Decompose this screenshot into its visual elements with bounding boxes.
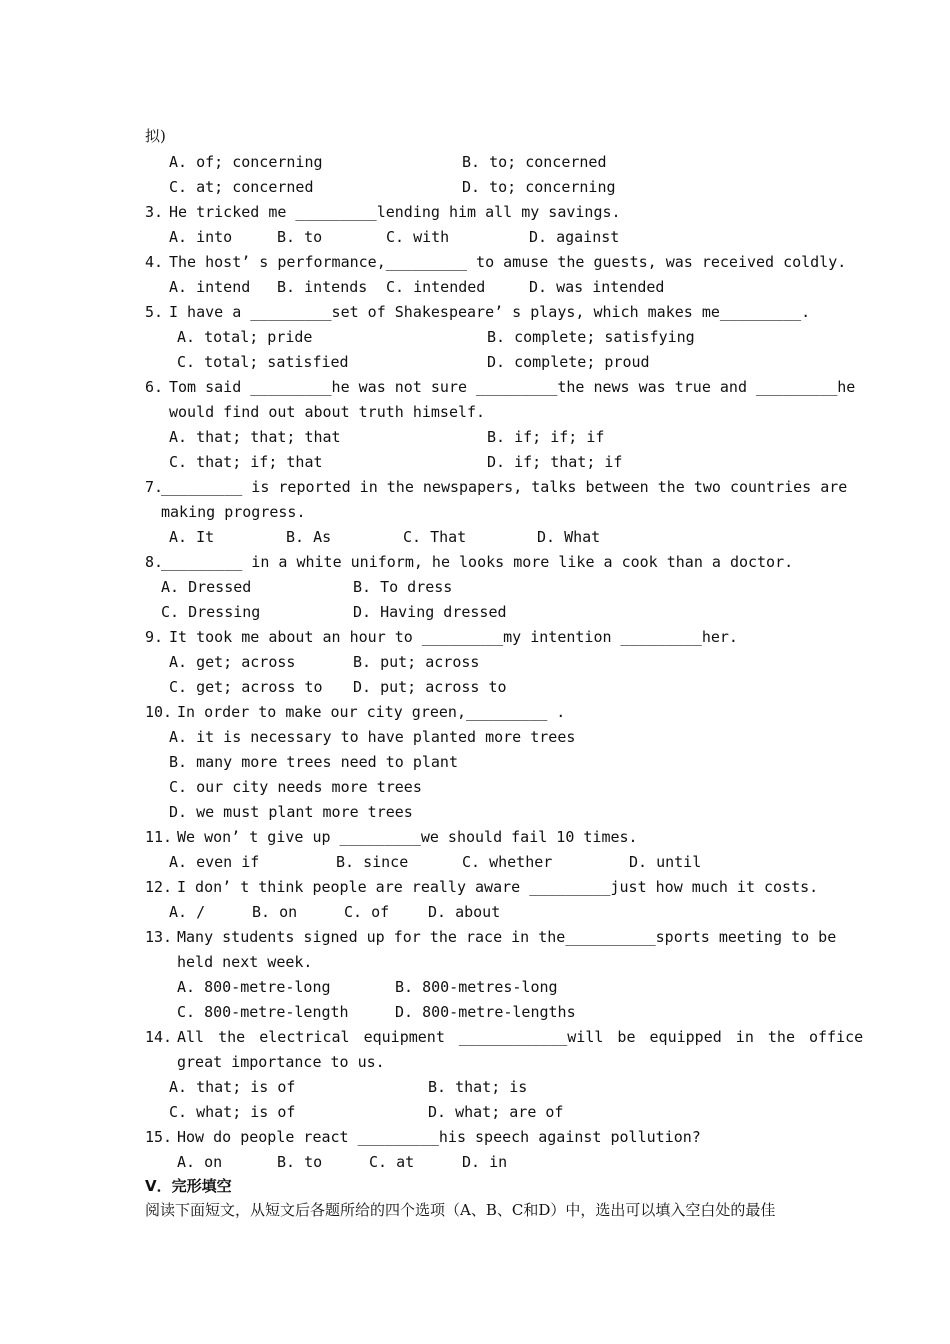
q8-option-d: D. Having dressed	[353, 603, 507, 621]
q5-stem: I have a _________set of Shakespeare’ s plays, which makes me_________.	[169, 303, 811, 321]
q14-option-a: A. that; is of	[169, 1078, 296, 1096]
q13-option-d: D. 800-metre-lengths	[395, 1003, 576, 1021]
q3-stem: He tricked me _________lending him all my savings.	[169, 203, 621, 221]
q6-stem: Tom said _________he was not sure _________the news was true and _________he	[169, 378, 856, 396]
q7-stem-cont: making progress.	[161, 503, 306, 521]
q2-option-c: C. at; concerned	[169, 178, 314, 196]
q11-number: 11.	[145, 828, 173, 846]
q11-option-d: D. until	[629, 853, 702, 871]
q5-option-d: D. complete; proud	[487, 353, 650, 371]
q7-stem: _________ is reported in the newspapers, talks between the two countries are	[161, 478, 848, 496]
q11-stem: We won’ t give up _________we should fail 10 times.	[177, 828, 638, 846]
q9-option-b: B. put; across	[353, 653, 480, 671]
q4-stem: The host’ s performance,_________ to amuse the guests, was received coldly.	[169, 253, 847, 271]
q15-option-a: A. on	[177, 1153, 223, 1171]
q15-option-b: B. to	[277, 1153, 323, 1171]
q3-option-c: C. with	[386, 228, 450, 246]
q15-option-c: C. at	[369, 1153, 415, 1171]
q8-option-b: B. To dress	[353, 578, 453, 596]
q13-option-c: C. 800-metre-length	[177, 1003, 349, 1021]
q10-number: 10.	[145, 703, 173, 721]
q13-stem-cont: held next week.	[177, 953, 313, 971]
q12-option-a: A. /	[169, 903, 206, 921]
q13-option-b: B. 800-metres-long	[395, 978, 558, 996]
q9-number: 9.	[145, 628, 164, 646]
q10-option-b: B. many more trees need to plant	[169, 753, 458, 771]
q9-stem: It took me about an hour to _________my intention _________her.	[169, 628, 738, 646]
q5-option-b: B. complete; satisfying	[487, 328, 695, 346]
q11-option-c: C. whether	[462, 853, 553, 871]
q9-option-d: D. put; across to	[353, 678, 507, 696]
q11-option-b: B. since	[336, 853, 409, 871]
q10-option-c: C. our city needs more trees	[169, 778, 422, 796]
q7-option-b: B. As	[286, 528, 332, 546]
q14-option-c: C. what; is of	[169, 1103, 296, 1121]
q5-option-c: C. total; satisfied	[177, 353, 349, 371]
q12-number: 12.	[145, 878, 173, 896]
q6-number: 6.	[145, 378, 164, 396]
q15-number: 15.	[145, 1128, 173, 1146]
q14-option-d: D. what; are of	[428, 1103, 564, 1121]
q12-option-b: B. on	[252, 903, 298, 921]
q13-option-a: A. 800-metre-long	[177, 978, 331, 996]
q13-stem: Many students signed up for the race in the__________sports meeting to be	[177, 928, 837, 946]
q8-option-a: A. Dressed	[161, 578, 252, 596]
q3-option-b: B. to	[277, 228, 323, 246]
q2-option-d: D. to; concerning	[462, 178, 616, 196]
q3-option-d: D. against	[529, 228, 620, 246]
q14-stem: All the electrical equipment ____________will be equipped in the office	[177, 1028, 864, 1046]
q7-option-d: D. What	[537, 528, 601, 546]
q10-option-a: A. it is necessary to have planted more trees	[169, 728, 576, 746]
q9-option-a: A. get; across	[169, 653, 296, 671]
q4-option-d: D. was intended	[529, 278, 665, 296]
q12-stem: I don’ t think people are really aware _________just how much it costs.	[177, 878, 819, 896]
q4-number: 4.	[145, 253, 164, 271]
q3-option-a: A. into	[169, 228, 233, 246]
section-v-instruction: 阅读下面短文，从短文后各题所给的四个选项（A、B、C和D）中，选出可以填入空白处的最佳	[145, 1201, 776, 1219]
q8-option-c: C. Dressing	[161, 603, 261, 621]
q15-option-d: D. in	[462, 1153, 508, 1171]
q8-stem: _________ in a white uniform, he looks more like a cook than a doctor.	[161, 553, 794, 571]
q4-option-c: C. intended	[386, 278, 486, 296]
q6-stem-cont: would find out about truth himself.	[169, 403, 486, 421]
q13-number: 13.	[145, 928, 173, 946]
q4-option-a: A. intend	[169, 278, 251, 296]
q10-stem: In order to make our city green,_________ .	[177, 703, 566, 721]
q2-option-a: A. of; concerning	[169, 153, 323, 171]
q2-option-b: B. to; concerned	[462, 153, 607, 171]
q3-number: 3.	[145, 203, 164, 221]
q11-option-a: A. even if	[169, 853, 260, 871]
q7-number: 7.	[145, 478, 164, 496]
q6-option-b: B. if; if; if	[487, 428, 605, 446]
q5-number: 5.	[145, 303, 164, 321]
q6-option-c: C. that; if; that	[169, 453, 323, 471]
q14-option-b: B. that; is	[428, 1078, 528, 1096]
q7-option-c: C. That	[403, 528, 467, 546]
q6-option-a: A. that; that; that	[169, 428, 341, 446]
top-fragment: 拟)	[145, 127, 166, 145]
q12-option-d: D. about	[428, 903, 501, 921]
q15-stem: How do people react _________his speech against pollution?	[177, 1128, 701, 1146]
q14-stem-cont: great importance to us.	[177, 1053, 385, 1071]
q7-option-a: A. It	[169, 528, 215, 546]
q8-number: 8.	[145, 553, 164, 571]
q9-option-c: C. get; across to	[169, 678, 323, 696]
section-v-heading: Ⅴ．完形填空	[145, 1177, 232, 1195]
q6-option-d: D. if; that; if	[487, 453, 623, 471]
q14-number: 14.	[145, 1028, 173, 1046]
q12-option-c: C. of	[344, 903, 390, 921]
q10-option-d: D. we must plant more trees	[169, 803, 413, 821]
q5-option-a: A. total; pride	[177, 328, 313, 346]
q4-option-b: B. intends	[277, 278, 368, 296]
